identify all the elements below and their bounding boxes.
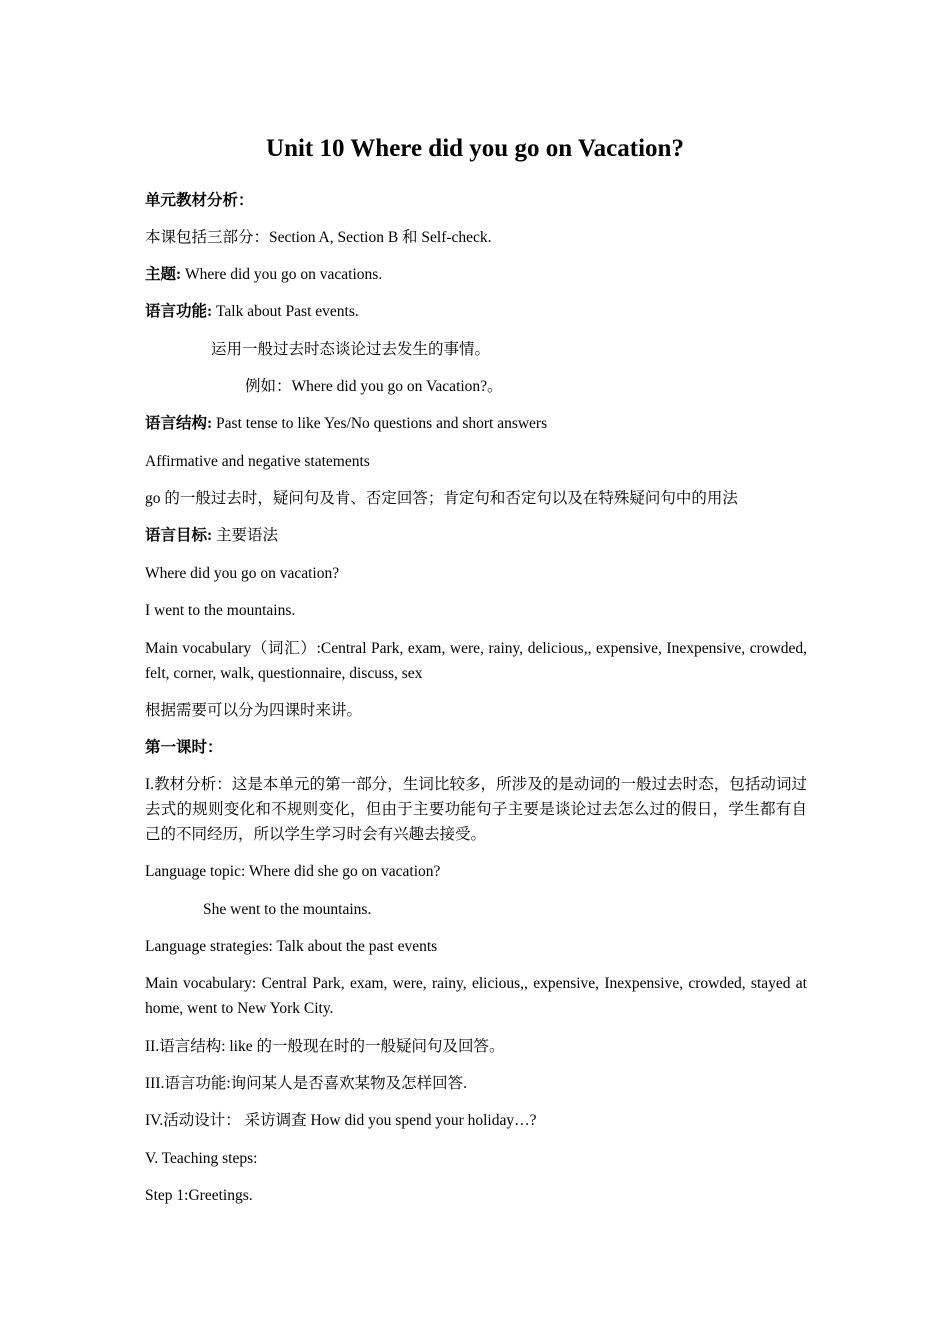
past-tense-usage-line: 运用一般过去时态谈论过去发生的事情。 [211, 341, 491, 358]
goal-question-line: Where did you go on vacation? [145, 565, 340, 582]
material-analysis-paragraph: I.教材分析：这是本单元的第一部分，生词比较多，所涉及的是动词的一般过去时态，包括动词过去式的规则变化和不规则变化，但由于主要功能句子主要是谈论过去怎么过的假日，学生都有自己的不同经历，所以学生学习时会有兴趣去接受。 [145, 776, 807, 843]
language-structure-label: 语言结构: [145, 415, 213, 432]
topic-text: Where did you go on vacations. [181, 266, 383, 283]
step-one-line: Step 1:Greetings. [145, 1187, 253, 1204]
language-function-text: Talk about Past events. [212, 303, 359, 320]
language-goal-label: 语言目标: [145, 527, 213, 544]
activity-design-line: IV.活动设计： 采访调查 How did you spend your holiday…? [145, 1112, 537, 1129]
language-structure-text: Past tense to like Yes/No questions and short answers [212, 415, 548, 432]
topic-label: 主题: [145, 266, 182, 283]
course-parts-line: 本课包括三部分：Section A, Section B 和 Self-check. [145, 229, 492, 246]
language-topic-line: Language topic: Where did she go on vacation? [145, 863, 441, 880]
main-vocabulary-paragraph: Main vocabulary（词汇）:Central Park, exam, were, rainy, delicious,, expensive, Inexpensive, crowded, felt, corner, walk, questionnaire, discuss, sex [145, 640, 807, 682]
function-item-line: III.语言功能:询问某人是否喜欢某物及怎样回答. [145, 1075, 468, 1092]
statements-line: Affirmative and negative statements [145, 453, 370, 470]
topic-answer-line: She went to the mountains. [203, 901, 372, 918]
topic-line [145, 262, 807, 287]
language-function-label: 语言功能: [145, 303, 213, 320]
unit-analysis-heading: 单元教材分析： [145, 192, 254, 209]
goal-answer-line: I went to the mountains. [145, 602, 296, 619]
lesson-vocabulary-paragraph: Main vocabulary: Central Park, exam, were, rainy, elicious,, expensive, Inexpensive, crowded, stayed at home, went to New York City. [145, 975, 807, 1017]
language-structure-line [145, 411, 807, 436]
language-strategies-line: Language strategies: Talk about the past events [145, 938, 438, 955]
language-goal-text: 主要语法 [212, 527, 279, 544]
example-line: 例如：Where did you go on Vacation?。 [245, 378, 503, 395]
teaching-steps-line: V. Teaching steps: [145, 1150, 258, 1167]
language-function-line [145, 299, 807, 324]
go-past-tense-line: go 的一般过去时，疑问句及肯、否定回答；肯定句和否定句以及在特殊疑问句中的用法 [145, 490, 738, 507]
lesson-plan-note-line: 根据需要可以分为四课时来讲。 [145, 702, 363, 719]
structure-item-line: II.语言结构: like 的一般现在时的一般疑问句及回答。 [145, 1038, 505, 1055]
language-goal-line [145, 523, 807, 548]
document-title: Unit 10 Where did you go on Vacation? [266, 135, 684, 162]
first-lesson-heading: 第一课时： [145, 739, 223, 756]
